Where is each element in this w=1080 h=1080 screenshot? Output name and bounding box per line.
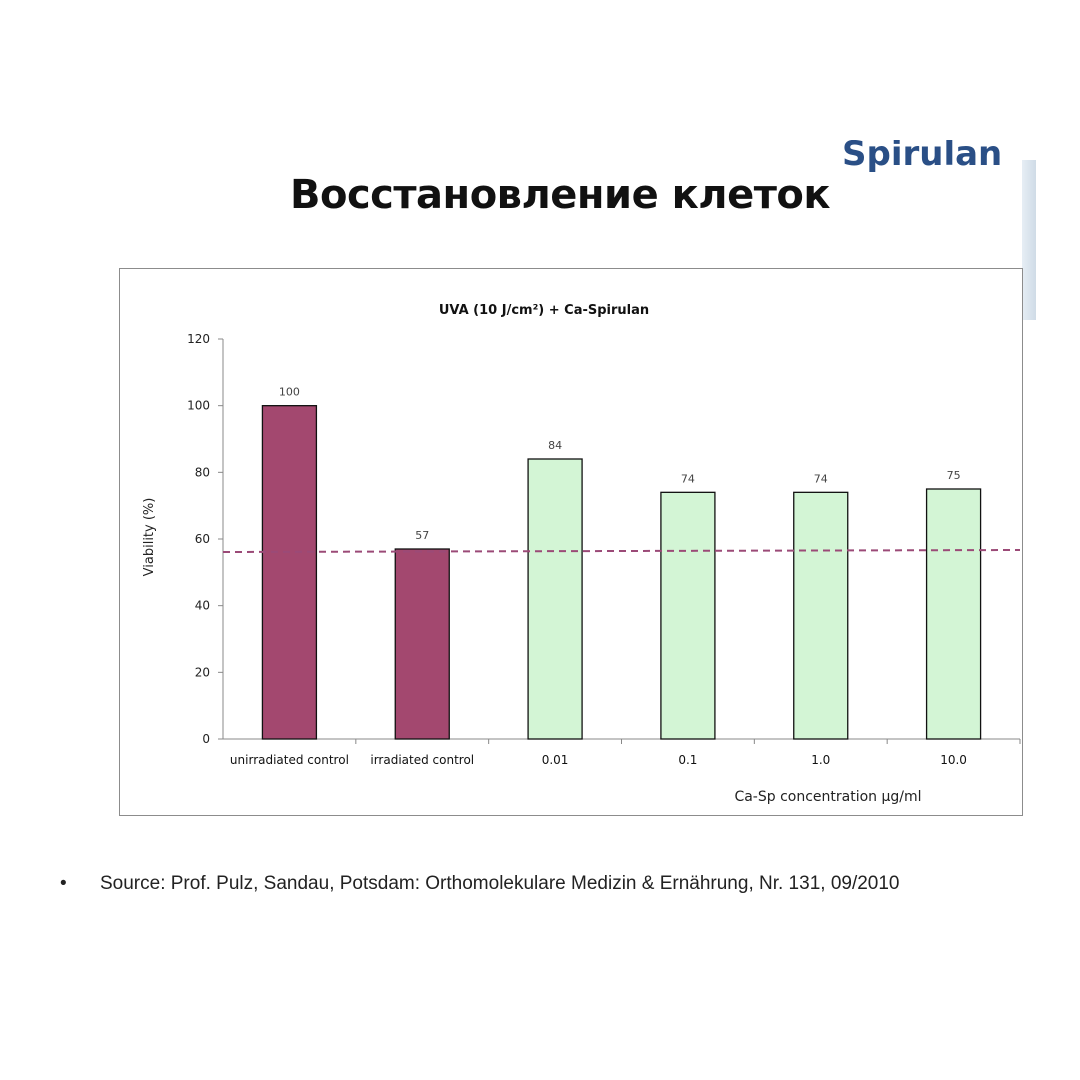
y-tick-label: 0	[202, 732, 210, 746]
source-text: Source: Prof. Pulz, Sandau, Potsdam: Orthomolekulare Medizin & Ernährung, Nr. 131, 09/2010	[100, 873, 900, 894]
source-citation	[60, 873, 900, 895]
chart-title: UVA (10 J/cm²) + Ca-Spirulan	[438, 303, 650, 318]
bar-value-label: 74	[813, 472, 828, 486]
y-tick-label: 100	[187, 398, 210, 413]
x-tick-label: 0.01	[541, 753, 569, 767]
chart-container	[119, 268, 1023, 816]
x-tick-label: unirradiated control	[229, 753, 349, 767]
bar-value-label: 74	[680, 472, 695, 486]
slide-title: Восстановление клеток	[289, 172, 831, 218]
bar	[794, 492, 848, 739]
y-tick-label: 60	[194, 532, 210, 546]
bar	[262, 406, 316, 739]
x-tick-label: 10.0	[940, 753, 967, 767]
y-tick-label: 120	[187, 332, 210, 346]
reference-line	[223, 550, 1020, 552]
bar-value-label: 57	[415, 529, 430, 542]
bar	[395, 549, 449, 739]
y-tick-label: 80	[194, 465, 210, 480]
y-tick-label: 20	[194, 665, 210, 680]
brand-logo-text: Spirulan	[842, 140, 1003, 174]
bar-value-label: 75	[946, 469, 961, 482]
x-axis-label: Ca-Sp concentration µg/ml	[734, 789, 922, 805]
y-tick-label: 40	[194, 598, 210, 613]
bar	[661, 492, 715, 739]
bar-chart	[120, 269, 1022, 815]
plot-area	[187, 332, 1020, 767]
bar	[927, 489, 981, 739]
source-bullet: •	[60, 873, 67, 894]
y-axis-label: Viability (%)	[142, 497, 157, 577]
bar	[528, 459, 582, 739]
bar-value-label: 84	[548, 439, 563, 452]
x-tick-label: 1.0	[811, 753, 831, 767]
x-tick-label: 0.1	[678, 753, 698, 767]
bar-value-label: 100	[278, 385, 300, 399]
x-tick-label: irradiated control	[370, 753, 475, 767]
